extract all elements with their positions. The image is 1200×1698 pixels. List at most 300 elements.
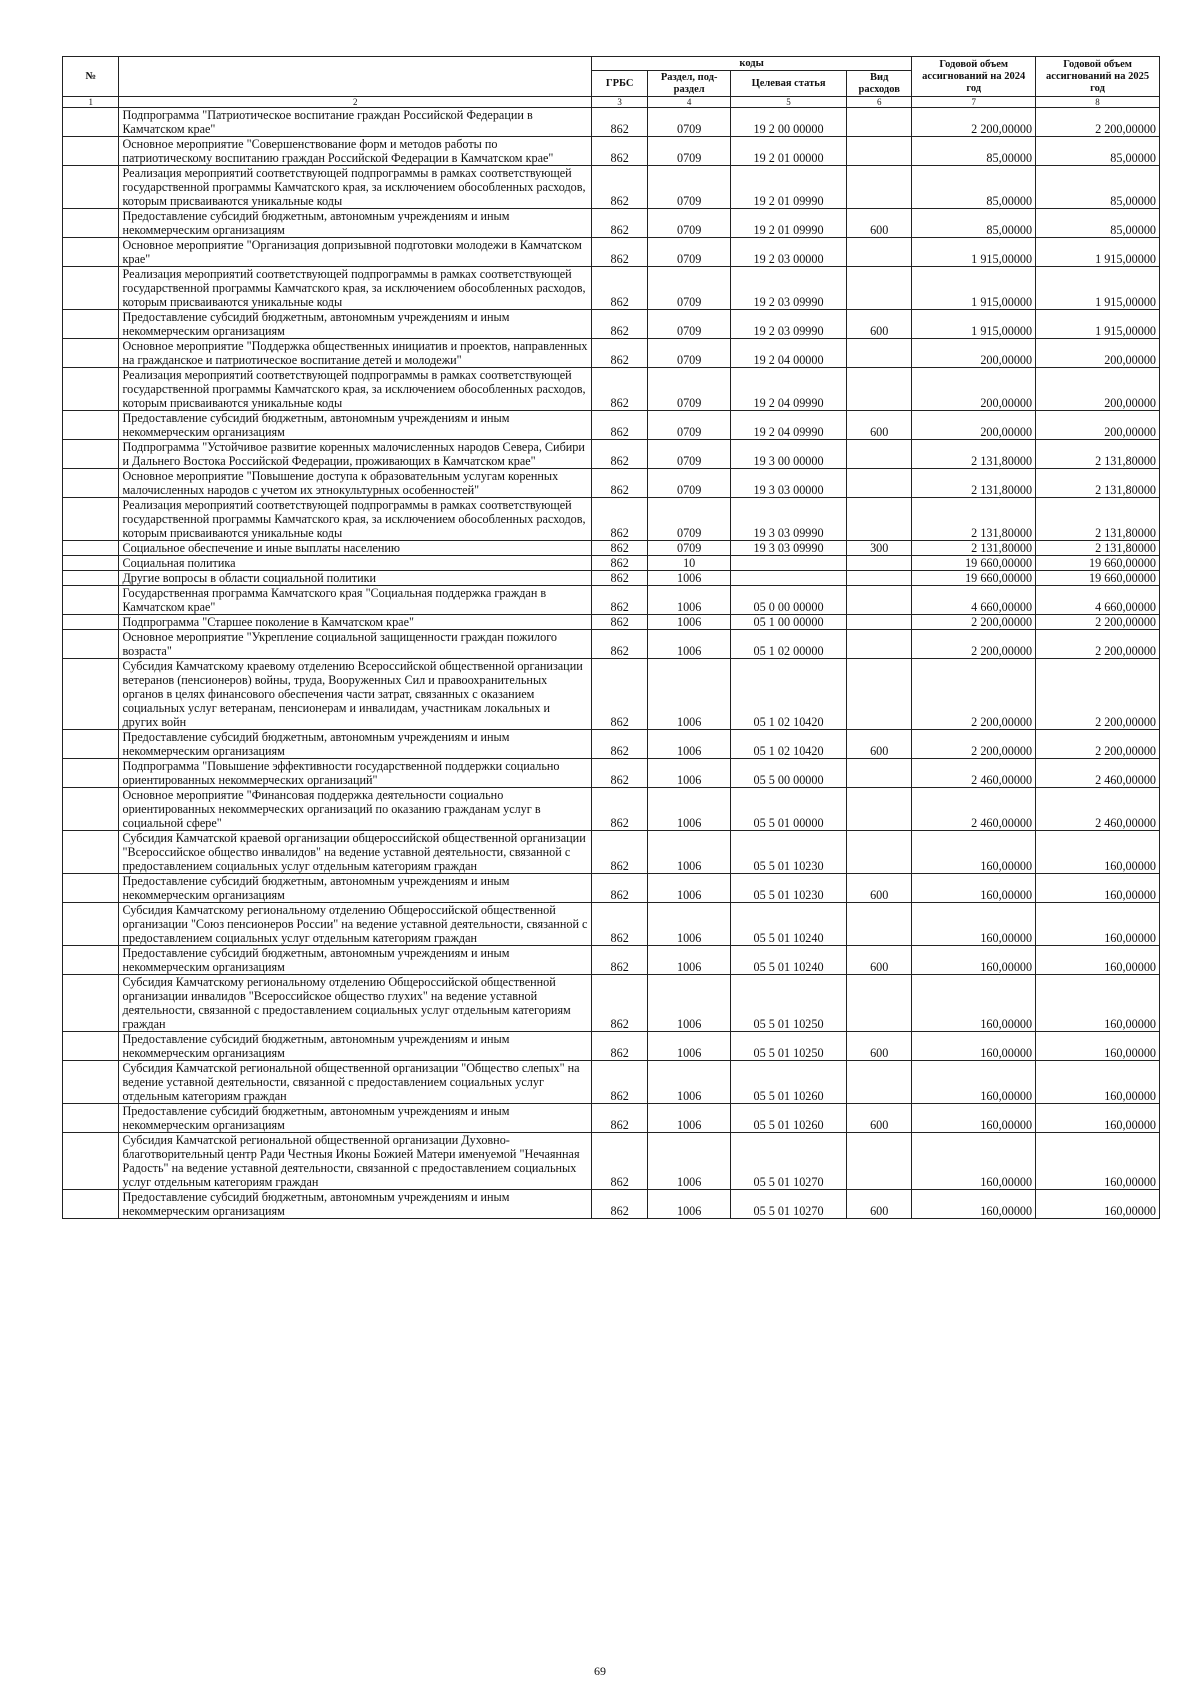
table-row: [63, 1104, 1160, 1133]
cell-name: Реализация мероприятий соответствующей подпрограммы в рамках соответствующей государственной программы Камчатского края, за исключением обособленных расходов, которым присваиваются уникальные коды: [119, 498, 591, 541]
cell-section: 0709: [648, 209, 731, 238]
table-row: [63, 267, 1160, 310]
cell-2025: 2 131,80000: [1036, 541, 1160, 556]
cell-2024: 85,00000: [912, 137, 1036, 166]
cell-section: 1006: [648, 730, 731, 759]
cell-name: Субсидия Камчатской региональной общественной организации Духовно-благотворительный центр Ради Честныя Иконы Божией Матери именуемой "Нечаянная Радость" на ведение уставной деятельности, связанной с предоставлением социальных услуг отдельным категориям граждан: [119, 1133, 591, 1190]
cell-2024: 2 200,00000: [912, 108, 1036, 137]
cell-target: 05 1 02 10420: [730, 730, 846, 759]
cell-2025: 2 131,80000: [1036, 498, 1160, 541]
cell-grbs: 862: [591, 440, 647, 469]
cell-2024: 1 915,00000: [912, 238, 1036, 267]
cell-num: [63, 946, 119, 975]
cell-2025: 2 200,00000: [1036, 659, 1160, 730]
cell-num: [63, 730, 119, 759]
table-row: [63, 166, 1160, 209]
cell-grbs: 862: [591, 975, 647, 1032]
cell-exp-type: [847, 108, 912, 137]
cell-target: 19 2 03 09990: [730, 310, 846, 339]
cell-name: Предоставление субсидий бюджетным, автономным учреждениям и иным некоммерческим организациям: [119, 1032, 591, 1061]
table-row: [63, 440, 1160, 469]
cell-target: 05 5 01 10270: [730, 1133, 846, 1190]
cell-grbs: 862: [591, 498, 647, 541]
cell-target: 05 5 01 10260: [730, 1104, 846, 1133]
table-row: [63, 586, 1160, 615]
cell-name: Социальная политика: [119, 556, 591, 571]
idx-5: 5: [730, 97, 846, 108]
cell-num: [63, 1061, 119, 1104]
header-2024: Годовой объем ассигнований на 2024 год: [912, 57, 1036, 97]
header-section: Раздел, под-раздел: [648, 71, 731, 97]
cell-grbs: 862: [591, 1133, 647, 1190]
cell-2024: 200,00000: [912, 339, 1036, 368]
cell-target: 05 5 01 10230: [730, 831, 846, 874]
cell-2025: 19 660,00000: [1036, 556, 1160, 571]
table-row: [63, 903, 1160, 946]
cell-name: Подпрограмма "Устойчивое развитие коренных малочисленных народов Севера, Сибири и Дальнего Востока Российской Федерации, проживающих в Камчатском крае": [119, 440, 591, 469]
cell-2024: 2 200,00000: [912, 659, 1036, 730]
cell-2024: 160,00000: [912, 903, 1036, 946]
cell-exp-type: [847, 615, 912, 630]
cell-2025: 2 460,00000: [1036, 759, 1160, 788]
cell-2025: 160,00000: [1036, 1032, 1160, 1061]
cell-num: [63, 368, 119, 411]
cell-grbs: 862: [591, 1190, 647, 1219]
cell-2024: 1 915,00000: [912, 267, 1036, 310]
cell-2024: 160,00000: [912, 874, 1036, 903]
table-row: [63, 469, 1160, 498]
cell-2025: 2 460,00000: [1036, 788, 1160, 831]
cell-name: Предоставление субсидий бюджетным, автономным учреждениям и иным некоммерческим организациям: [119, 411, 591, 440]
table-row: [63, 759, 1160, 788]
cell-section: 0709: [648, 238, 731, 267]
cell-section: 1006: [648, 1032, 731, 1061]
cell-name: Субсидия Камчатскому региональному отделению Общероссийской общественной организации "Союз пенсионеров России" на ведение уставной деятельности, связанной с предоставлением социальных услуг отдельным категориям граждан: [119, 903, 591, 946]
cell-grbs: 862: [591, 730, 647, 759]
cell-target: 19 3 03 09990: [730, 541, 846, 556]
cell-num: [63, 310, 119, 339]
cell-exp-type: [847, 759, 912, 788]
cell-name: Предоставление субсидий бюджетным, автономным учреждениям и иным некоммерческим организациям: [119, 730, 591, 759]
cell-target: 05 5 01 00000: [730, 788, 846, 831]
cell-section: 1006: [648, 903, 731, 946]
cell-name: Реализация мероприятий соответствующей подпрограммы в рамках соответствующей государственной программы Камчатского края, за исключением обособленных расходов, которым присваиваются уникальные коды: [119, 368, 591, 411]
cell-num: [63, 659, 119, 730]
cell-grbs: 862: [591, 630, 647, 659]
cell-2025: 160,00000: [1036, 1104, 1160, 1133]
header-name: [119, 57, 591, 97]
cell-target: 19 3 03 09990: [730, 498, 846, 541]
cell-2025: 160,00000: [1036, 975, 1160, 1032]
cell-2025: 160,00000: [1036, 831, 1160, 874]
cell-num: [63, 975, 119, 1032]
cell-exp-type: [847, 630, 912, 659]
cell-2025: 2 200,00000: [1036, 730, 1160, 759]
cell-2025: 2 131,80000: [1036, 440, 1160, 469]
cell-section: 1006: [648, 571, 731, 586]
idx-3: 3: [591, 97, 647, 108]
cell-section: 1006: [648, 1190, 731, 1219]
cell-exp-type: [847, 831, 912, 874]
cell-2024: 2 200,00000: [912, 615, 1036, 630]
cell-name: Другие вопросы в области социальной политики: [119, 571, 591, 586]
cell-exp-type: [847, 571, 912, 586]
cell-target: 05 5 01 10270: [730, 1190, 846, 1219]
cell-exp-type: [847, 556, 912, 571]
cell-target: [730, 571, 846, 586]
cell-grbs: 862: [591, 541, 647, 556]
table-row: [63, 368, 1160, 411]
cell-exp-type: 600: [847, 730, 912, 759]
cell-num: [63, 209, 119, 238]
cell-target: 05 5 01 10230: [730, 874, 846, 903]
cell-2025: 200,00000: [1036, 368, 1160, 411]
cell-target: 05 5 01 10250: [730, 975, 846, 1032]
cell-grbs: 862: [591, 469, 647, 498]
cell-2024: 2 460,00000: [912, 759, 1036, 788]
cell-name: Основное мероприятие "Поддержка общественных инициатив и проектов, направленных на гражданское и патриотическое воспитание детей и молодежи": [119, 339, 591, 368]
cell-2024: 2 131,80000: [912, 541, 1036, 556]
cell-target: 19 2 04 09990: [730, 411, 846, 440]
cell-exp-type: [847, 1133, 912, 1190]
cell-2024: 2 200,00000: [912, 630, 1036, 659]
cell-target: [730, 556, 846, 571]
cell-exp-type: 600: [847, 946, 912, 975]
cell-grbs: 862: [591, 209, 647, 238]
idx-7: 7: [912, 97, 1036, 108]
cell-num: [63, 469, 119, 498]
cell-name: Основное мероприятие "Финансовая поддержка деятельности социально ориентированных некоммерческих организаций по оказанию гражданам услуг в социальной сфере": [119, 788, 591, 831]
cell-name: Подпрограмма "Старшее поколение в Камчатском крае": [119, 615, 591, 630]
cell-num: [63, 831, 119, 874]
idx-1: 1: [63, 97, 119, 108]
cell-num: [63, 903, 119, 946]
cell-2024: 2 131,80000: [912, 498, 1036, 541]
cell-grbs: 862: [591, 108, 647, 137]
cell-2025: 85,00000: [1036, 137, 1160, 166]
cell-section: 1006: [648, 874, 731, 903]
table-body: [63, 108, 1160, 1219]
budget-table: [62, 56, 1160, 1219]
cell-2025: 19 660,00000: [1036, 571, 1160, 586]
cell-2024: 85,00000: [912, 209, 1036, 238]
header-2025: Годовой объем ассигнований на 2025 год: [1036, 57, 1160, 97]
cell-section: 0709: [648, 411, 731, 440]
table-row: [63, 411, 1160, 440]
cell-exp-type: [847, 238, 912, 267]
cell-exp-type: [847, 137, 912, 166]
cell-grbs: 862: [591, 831, 647, 874]
table-row: [63, 1061, 1160, 1104]
cell-name: Предоставление субсидий бюджетным, автономным учреждениям и иным некоммерческим организациям: [119, 1190, 591, 1219]
cell-2025: 1 915,00000: [1036, 267, 1160, 310]
cell-name: Субсидия Камчатской региональной общественной организации "Общество слепых" на ведение уставной деятельности, связанной с предоставлением социальных услуг отдельным категориям граждан: [119, 1061, 591, 1104]
cell-exp-type: [847, 440, 912, 469]
header-grbs: ГРБС: [591, 71, 647, 97]
cell-2024: 85,00000: [912, 166, 1036, 209]
cell-name: Основное мероприятие "Укрепление социальной защищенности граждан пожилого возраста": [119, 630, 591, 659]
cell-exp-type: 300: [847, 541, 912, 556]
cell-target: 19 2 01 00000: [730, 137, 846, 166]
table-row: [63, 108, 1160, 137]
cell-name: Субсидия Камчатскому краевому отделению Всероссийской общественной организации ветеранов (пенсионеров) войны, труда, Вооруженных Сил и правоохранительных органов в целях финансового обеспечения части затрат, связанных с оказанием социальных услуг ветеранам, пенсионерам и инвалидам, участникам локальных и других войн: [119, 659, 591, 730]
cell-grbs: 862: [591, 411, 647, 440]
cell-name: Предоставление субсидий бюджетным, автономным учреждениям и иным некоммерческим организациям: [119, 310, 591, 339]
table-row: [63, 310, 1160, 339]
cell-section: 0709: [648, 469, 731, 498]
cell-num: [63, 1104, 119, 1133]
cell-grbs: 862: [591, 1104, 647, 1133]
cell-exp-type: [847, 339, 912, 368]
cell-2024: 2 460,00000: [912, 788, 1036, 831]
cell-name: Подпрограмма "Патриотическое воспитание граждан Российской Федерации в Камчатском крае": [119, 108, 591, 137]
table-row: [63, 1032, 1160, 1061]
cell-2025: 1 915,00000: [1036, 310, 1160, 339]
cell-2025: 160,00000: [1036, 874, 1160, 903]
cell-2024: 160,00000: [912, 1190, 1036, 1219]
cell-name: Реализация мероприятий соответствующей подпрограммы в рамках соответствующей государственной программы Камчатского края, за исключением обособленных расходов, которым присваиваются уникальные коды: [119, 166, 591, 209]
cell-section: 1006: [648, 615, 731, 630]
cell-target: 19 3 03 00000: [730, 469, 846, 498]
cell-2024: 4 660,00000: [912, 586, 1036, 615]
table-row: [63, 831, 1160, 874]
cell-grbs: 862: [591, 1032, 647, 1061]
table-row: [63, 571, 1160, 586]
cell-section: 0709: [648, 339, 731, 368]
cell-target: 19 2 03 00000: [730, 238, 846, 267]
cell-2024: 160,00000: [912, 975, 1036, 1032]
cell-num: [63, 339, 119, 368]
cell-target: 05 5 01 10260: [730, 1061, 846, 1104]
document-page: [62, 56, 1160, 1219]
cell-section: 0709: [648, 498, 731, 541]
cell-section: 1006: [648, 586, 731, 615]
cell-exp-type: [847, 166, 912, 209]
cell-exp-type: [847, 659, 912, 730]
cell-num: [63, 267, 119, 310]
table-row: [63, 874, 1160, 903]
cell-exp-type: [847, 267, 912, 310]
cell-2024: 2 131,80000: [912, 469, 1036, 498]
cell-target: 05 5 01 10250: [730, 1032, 846, 1061]
idx-2: 2: [119, 97, 591, 108]
cell-grbs: 862: [591, 874, 647, 903]
cell-section: 1006: [648, 946, 731, 975]
cell-num: [63, 556, 119, 571]
table-header: [63, 57, 1160, 108]
table-row: [63, 556, 1160, 571]
cell-name: Субсидия Камчатской краевой организации общероссийской общественной организации "Всероссийское общество инвалидов" на ведение уставной деятельности, связанной с предоставлением социальных услуг отдельным категориям граждан: [119, 831, 591, 874]
table-row: [63, 137, 1160, 166]
cell-2025: 2 200,00000: [1036, 615, 1160, 630]
cell-section: 0709: [648, 440, 731, 469]
cell-num: [63, 586, 119, 615]
cell-2024: 160,00000: [912, 831, 1036, 874]
cell-2024: 19 660,00000: [912, 556, 1036, 571]
header-num: №: [63, 57, 119, 97]
table-row: [63, 238, 1160, 267]
cell-grbs: 862: [591, 238, 647, 267]
cell-grbs: 862: [591, 310, 647, 339]
cell-grbs: 862: [591, 946, 647, 975]
cell-2025: 200,00000: [1036, 339, 1160, 368]
cell-section: 1006: [648, 788, 731, 831]
cell-name: Подпрограмма "Повышение эффективности государственной поддержки социально ориентированных некоммерческих организаций": [119, 759, 591, 788]
cell-num: [63, 1032, 119, 1061]
cell-2025: 160,00000: [1036, 1061, 1160, 1104]
idx-8: 8: [1036, 97, 1160, 108]
cell-section: 1006: [648, 831, 731, 874]
cell-num: [63, 137, 119, 166]
cell-section: 1006: [648, 975, 731, 1032]
cell-target: 05 5 01 10240: [730, 903, 846, 946]
cell-name: Субсидия Камчатскому региональному отделению Общероссийской общественной организации инвалидов "Всероссийское общество глухих" на ведение уставной деятельности, связанной с предоставлением социальных услуг отдельным категориям граждан: [119, 975, 591, 1032]
cell-num: [63, 1190, 119, 1219]
cell-target: 19 2 03 09990: [730, 267, 846, 310]
cell-num: [63, 411, 119, 440]
cell-num: [63, 166, 119, 209]
cell-exp-type: 600: [847, 1032, 912, 1061]
cell-2025: 160,00000: [1036, 1190, 1160, 1219]
cell-exp-type: [847, 903, 912, 946]
table-row: [63, 209, 1160, 238]
cell-section: 0709: [648, 541, 731, 556]
cell-target: 05 0 00 00000: [730, 586, 846, 615]
cell-grbs: 862: [591, 903, 647, 946]
cell-exp-type: 600: [847, 1104, 912, 1133]
cell-2025: 2 131,80000: [1036, 469, 1160, 498]
header-exp-type: Вид расходов: [847, 71, 912, 97]
table-row: [63, 630, 1160, 659]
header-target: Целевая статья: [730, 71, 846, 97]
cell-2024: 200,00000: [912, 368, 1036, 411]
cell-2024: 160,00000: [912, 1032, 1036, 1061]
cell-section: 1006: [648, 659, 731, 730]
cell-target: 19 2 01 09990: [730, 166, 846, 209]
cell-2025: 1 915,00000: [1036, 238, 1160, 267]
cell-2024: 2 200,00000: [912, 730, 1036, 759]
table-row: [63, 975, 1160, 1032]
table-row: [63, 788, 1160, 831]
cell-target: 19 2 00 00000: [730, 108, 846, 137]
cell-2024: 200,00000: [912, 411, 1036, 440]
cell-grbs: 862: [591, 759, 647, 788]
cell-grbs: 862: [591, 1061, 647, 1104]
cell-target: 05 5 01 10240: [730, 946, 846, 975]
cell-num: [63, 874, 119, 903]
cell-2024: 160,00000: [912, 1133, 1036, 1190]
cell-num: [63, 571, 119, 586]
cell-exp-type: 600: [847, 874, 912, 903]
idx-6: 6: [847, 97, 912, 108]
cell-section: 1006: [648, 630, 731, 659]
cell-num: [63, 440, 119, 469]
table-row: [63, 615, 1160, 630]
cell-section: 0709: [648, 267, 731, 310]
cell-num: [63, 498, 119, 541]
cell-exp-type: 600: [847, 209, 912, 238]
cell-num: [63, 788, 119, 831]
cell-exp-type: [847, 469, 912, 498]
cell-target: 19 2 04 09990: [730, 368, 846, 411]
table-row: [63, 1190, 1160, 1219]
cell-name: Реализация мероприятий соответствующей подпрограммы в рамках соответствующей государственной программы Камчатского края, за исключением обособленных расходов, которым присваиваются уникальные коды: [119, 267, 591, 310]
cell-grbs: 862: [591, 368, 647, 411]
cell-2024: 2 131,80000: [912, 440, 1036, 469]
cell-grbs: 862: [591, 586, 647, 615]
cell-2025: 200,00000: [1036, 411, 1160, 440]
table-row: [63, 659, 1160, 730]
cell-target: 05 1 00 00000: [730, 615, 846, 630]
table-row: [63, 1133, 1160, 1190]
cell-section: 0709: [648, 166, 731, 209]
cell-exp-type: [847, 975, 912, 1032]
cell-name: Предоставление субсидий бюджетным, автономным учреждениям и иным некоммерческим организациям: [119, 946, 591, 975]
cell-2025: 2 200,00000: [1036, 630, 1160, 659]
table-row: [63, 946, 1160, 975]
cell-target: 05 5 00 00000: [730, 759, 846, 788]
cell-name: Государственная программа Камчатского края "Социальная поддержка граждан в Камчатском крае": [119, 586, 591, 615]
cell-section: 0709: [648, 368, 731, 411]
cell-target: 05 1 02 00000: [730, 630, 846, 659]
cell-grbs: 862: [591, 339, 647, 368]
cell-exp-type: 600: [847, 411, 912, 440]
cell-section: 0709: [648, 137, 731, 166]
cell-2025: 160,00000: [1036, 903, 1160, 946]
cell-grbs: 862: [591, 556, 647, 571]
cell-target: 19 2 04 00000: [730, 339, 846, 368]
cell-2024: 160,00000: [912, 1061, 1036, 1104]
cell-grbs: 862: [591, 571, 647, 586]
cell-exp-type: [847, 788, 912, 831]
cell-section: 0709: [648, 310, 731, 339]
cell-num: [63, 238, 119, 267]
table-row: [63, 339, 1160, 368]
cell-2024: 160,00000: [912, 1104, 1036, 1133]
cell-target: 05 1 02 10420: [730, 659, 846, 730]
cell-2024: 160,00000: [912, 946, 1036, 975]
cell-section: 1006: [648, 1061, 731, 1104]
cell-exp-type: [847, 498, 912, 541]
page-number: 69: [594, 1664, 606, 1678]
cell-exp-type: [847, 1061, 912, 1104]
table-row: [63, 498, 1160, 541]
cell-2025: 2 200,00000: [1036, 108, 1160, 137]
cell-grbs: 862: [591, 615, 647, 630]
cell-name: Предоставление субсидий бюджетным, автономным учреждениям и иным некоммерческим организациям: [119, 209, 591, 238]
cell-name: Основное мероприятие "Повышение доступа к образовательным услугам коренных малочисленных народов с учетом их этнокультурных особенностей": [119, 469, 591, 498]
cell-section: 10: [648, 556, 731, 571]
cell-2024: 19 660,00000: [912, 571, 1036, 586]
cell-grbs: 862: [591, 788, 647, 831]
cell-exp-type: 600: [847, 310, 912, 339]
cell-num: [63, 630, 119, 659]
cell-2025: 85,00000: [1036, 166, 1160, 209]
cell-name: Предоставление субсидий бюджетным, автономным учреждениям и иным некоммерческим организациям: [119, 874, 591, 903]
cell-exp-type: [847, 586, 912, 615]
cell-2025: 85,00000: [1036, 209, 1160, 238]
cell-grbs: 862: [591, 267, 647, 310]
cell-target: 19 2 01 09990: [730, 209, 846, 238]
table-row: [63, 730, 1160, 759]
cell-name: Предоставление субсидий бюджетным, автономным учреждениям и иным некоммерческим организациям: [119, 1104, 591, 1133]
cell-name: Основное мероприятие "Организация допризывной подготовки молодежи в Камчатском крае": [119, 238, 591, 267]
cell-exp-type: 600: [847, 1190, 912, 1219]
cell-2025: 4 660,00000: [1036, 586, 1160, 615]
cell-grbs: 862: [591, 659, 647, 730]
cell-num: [63, 108, 119, 137]
cell-name: Социальное обеспечение и иные выплаты населению: [119, 541, 591, 556]
